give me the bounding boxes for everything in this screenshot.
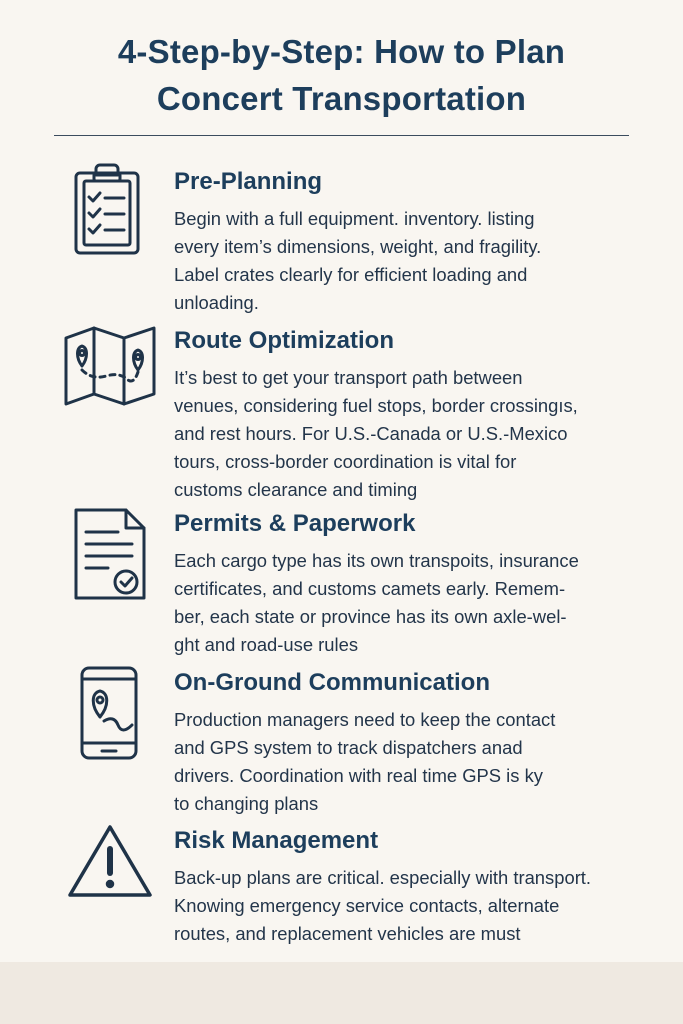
smartphone-gps-icon <box>78 665 178 761</box>
step-line: and GPS system to track dispatchers anad <box>174 737 523 758</box>
step-line: Each cargo type has its own transpoits, insurance <box>174 550 579 571</box>
step-line: every item’s dimensions, weight, and fragility. <box>174 236 542 257</box>
step-description <box>174 205 654 317</box>
step-line: to changing plans <box>174 793 319 814</box>
step-line: Production managers need to keep the contact <box>174 709 556 730</box>
step-line: ber, each state or province has its own axle-wel- <box>174 606 567 627</box>
warning-triangle-icon <box>66 823 166 901</box>
folded-map-icon <box>62 326 162 406</box>
step-line: unloading. <box>174 292 259 313</box>
step-heading: Pre-Planning <box>174 168 323 195</box>
step-line: It’s best to get your transport ρath between <box>174 367 523 388</box>
step-line: customs clearance and timing <box>174 479 418 500</box>
step-description <box>174 706 654 818</box>
step-description <box>174 364 654 504</box>
step-line: venues, considering fuel stops, border crossingıs, <box>174 395 578 416</box>
step-heading: Permits & Paperwork <box>174 510 416 537</box>
step-line: drivers. Coordination with real time GPS is ky <box>174 765 543 786</box>
step-heading: On-Ground Communication <box>174 669 490 696</box>
step-line: tours, cross-border coordination is vital for <box>174 451 517 472</box>
step-description <box>174 864 654 948</box>
step-heading: Risk Management <box>174 827 379 854</box>
step-line: routes, and replacement vehicles are must <box>174 923 521 944</box>
step-line: Label crates clearly for efficient loading and <box>174 264 528 285</box>
step-description <box>174 547 654 659</box>
step-line: ght and road-use rules <box>174 634 359 655</box>
step-line: Back-up plans are critical. especially with transport. <box>174 867 592 888</box>
footer-band <box>0 962 683 1024</box>
page-title <box>0 28 683 122</box>
step-line: and rest hours. For U.S.-Canada or U.S.-Mexico <box>174 423 568 444</box>
step-line: Knowing emergency service contacts, alternate <box>174 895 560 916</box>
clipboard-checklist-icon <box>72 163 172 259</box>
step-heading: Route Optimization <box>174 327 394 354</box>
title-divider <box>54 135 629 136</box>
step-line: Begin with a full equipment. inventory. listing <box>174 208 535 229</box>
document-check-icon <box>72 506 172 602</box>
page-title-line-2: Concert Transportation <box>156 80 527 117</box>
step-line: certificates, and customs camets early. Remem- <box>174 578 566 599</box>
page-title-line-1: 4-Step-by-Step: How to Plan <box>117 33 566 70</box>
